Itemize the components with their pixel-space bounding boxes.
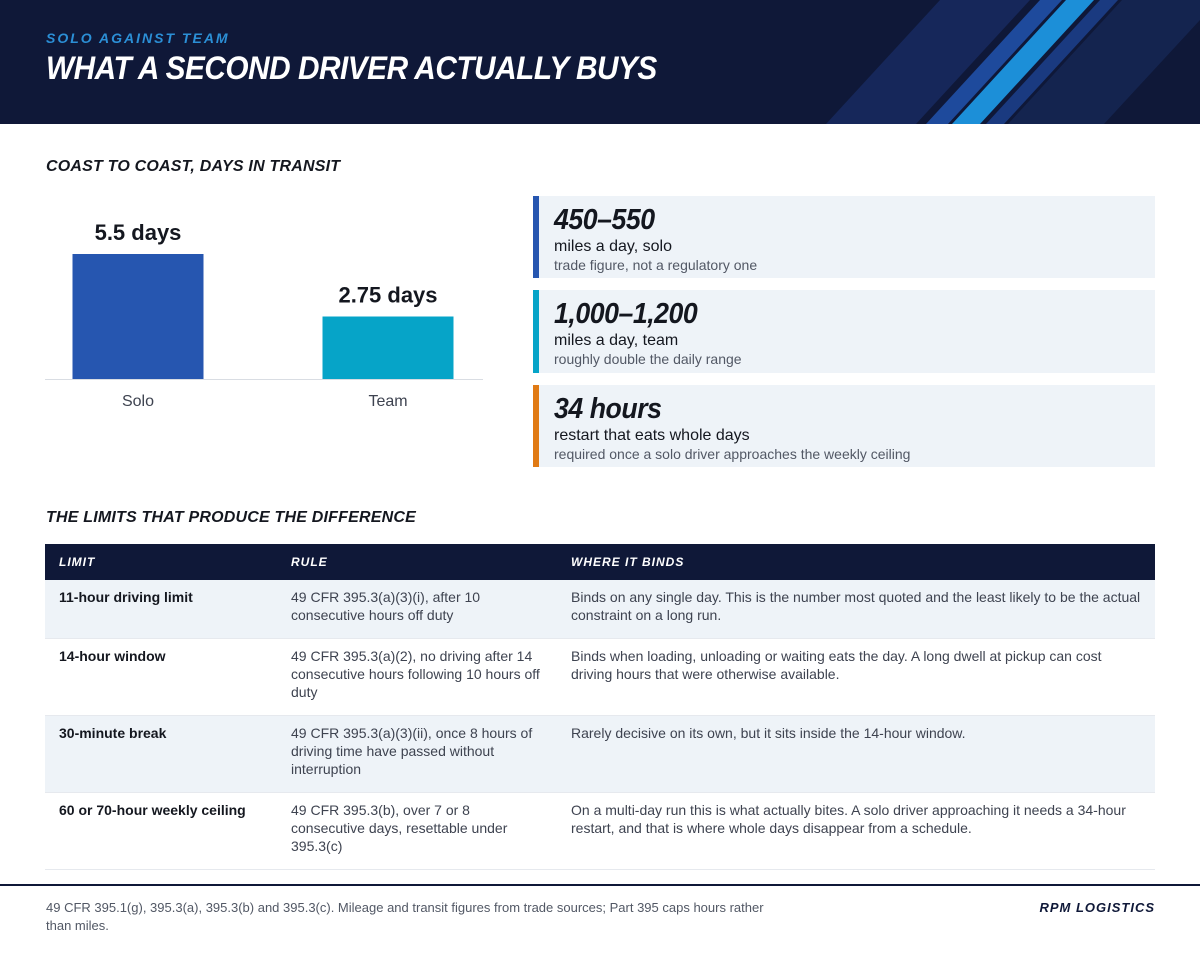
column-header-rule: RULE [277,544,557,580]
column-header-where-it-binds: WHERE IT BINDS [557,544,1155,580]
binds-cell: Rarely decisive on its own, but it sits inside the 14-hour window. [557,716,1155,793]
table-row [45,716,1155,793]
limit-cell: 14-hour window [45,639,277,716]
binds-cell: Binds on any single day. This is the number most quoted and the least likely to be the actual constraint on a long run. [557,580,1155,639]
stat-card-solo-miles [533,196,1155,278]
binds-cell: Binds when loading, unloading or waiting eats the day. A long dwell at pickup can cost driving hours that were otherwise available. [557,639,1155,716]
footer-brand: RPM LOGISTICS [1039,900,1155,915]
binds-cell: On a multi-day run this is what actually bites. A solo driver approaching it needs a 34-hour restart, and that is where whole days disappear from a schedule. [557,793,1155,870]
rule-cell: 49 CFR 395.3(b), over 7 or 8 consecutive days, resettable under 395.3(c) [277,793,557,870]
transit-days-bar-chart [45,200,483,430]
footer-divider [0,884,1200,886]
column-header-limit: LIMIT [45,544,277,580]
table-row [45,580,1155,639]
page-title: WHAT A SECOND DRIVER ACTUALLY BUYS [46,50,657,86]
category-label-team: Team [368,393,408,410]
limit-cell: 60 or 70-hour weekly ceiling [45,793,277,870]
page-header [0,0,1200,124]
bar-team [323,317,454,380]
stat-label: miles a day, solo [554,238,672,255]
rule-cell: 49 CFR 395.3(a)(3)(i), after 10 consecutive hours off duty [277,580,557,639]
limit-cell: 30-minute break [45,716,277,793]
stat-note: roughly double the daily range [554,351,742,367]
stat-note: trade figure, not a regulatory one [554,257,758,273]
header-eyebrow: SOLO AGAINST TEAM [46,30,230,46]
chart-section-heading: COAST TO COAST, DAYS IN TRANSIT [46,158,341,175]
stat-card-restart [533,385,1155,467]
rule-cell: 49 CFR 395.3(a)(2), no driving after 14 consecutive hours following 10 hours off duty [277,639,557,716]
stat-label: miles a day, team [554,332,679,349]
limits-table [45,544,1155,870]
table-section-heading: THE LIMITS THAT PRODUCE THE DIFFERENCE [46,509,416,526]
stat-value: 1,000–1,200 [554,298,698,330]
stat-note: required once a solo driver approaches the weekly ceiling [554,446,911,462]
table-row [45,793,1155,870]
data-label-team: 2.75 days [338,282,438,308]
bar-solo [73,254,204,379]
stat-card-team-miles [533,290,1155,373]
table-row [45,639,1155,716]
category-label-solo: Solo [121,393,155,410]
stat-label: restart that eats whole days [554,427,750,444]
rule-cell: 49 CFR 395.3(a)(3)(ii), once 8 hours of driving time have passed without interruption [277,716,557,793]
footer-source-note: 49 CFR 395.1(g), 395.3(a), 395.3(b) and 395.3(c). Mileage and transit figures from trade sources; Part 395 caps hours rather than miles. [46,900,764,933]
stat-value: 34 hours [554,393,662,425]
data-label-solo: 5.5 days [94,220,182,245]
limit-cell: 11-hour driving limit [45,580,277,639]
stat-value: 450–550 [554,204,655,236]
table-header-row [45,544,1155,580]
